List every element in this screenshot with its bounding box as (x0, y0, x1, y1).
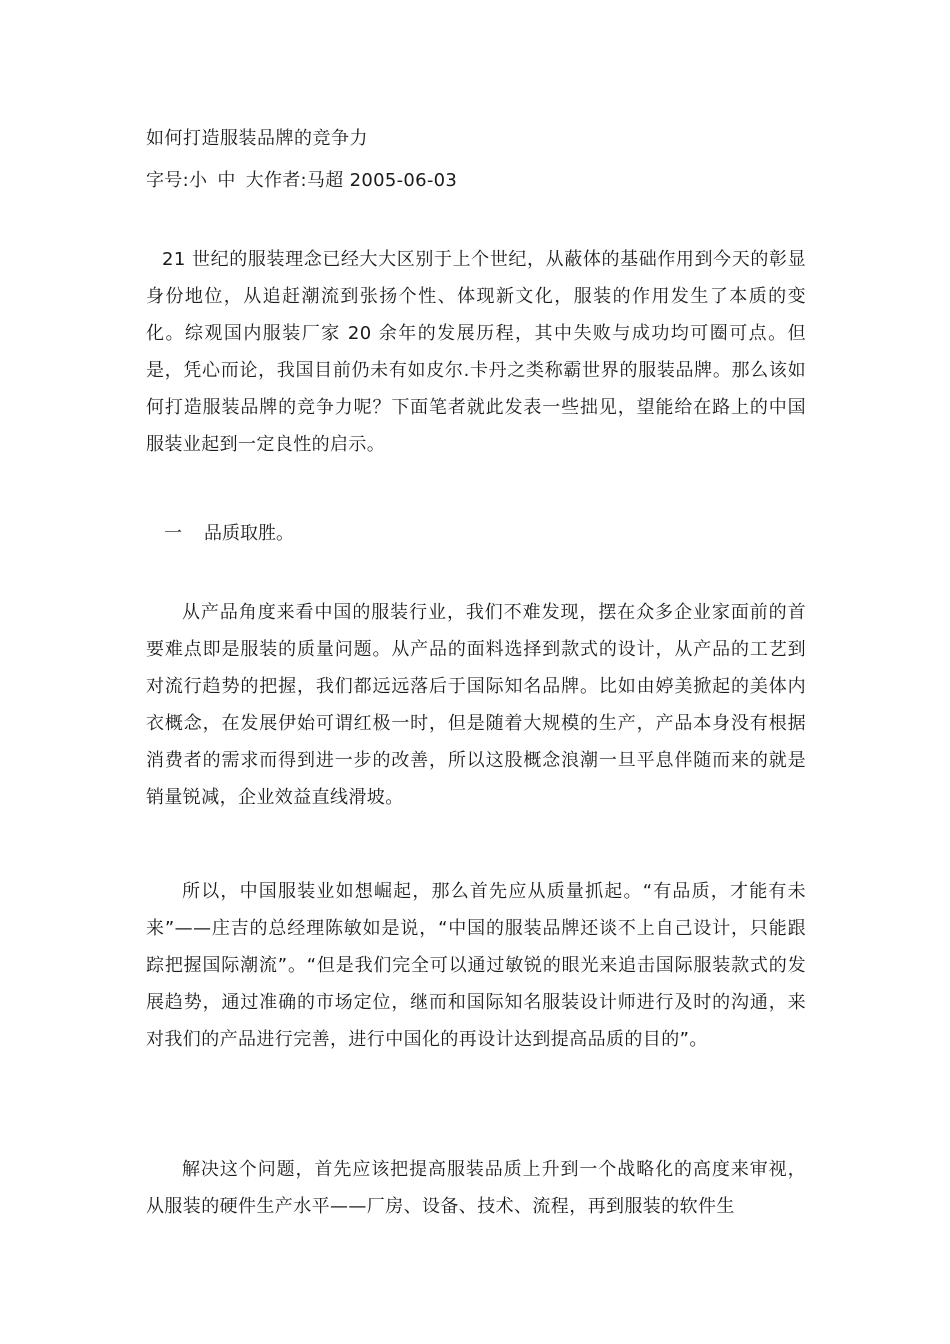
font-size-large-author: 大作者:马超 (245, 170, 344, 191)
paragraph-quote: 所以，中国服装业如想崛起，那么首先应从质量抓起。“有品质，才能有未来”——庄吉的总经理陈敏如是说，“中国的服装品牌还谈不上自己设计，只能跟踪把握国际潮流”。“但是我们完全可以通过敏锐的眼光来追击国际服装款式的发展趋势，通过准确的市场定位，继而和国际知名服装设计师进行及时的沟通，来对我们的产品进行完善，进行中国化的再设计达到提高品质的目的”。 (146, 881, 806, 1050)
font-size-small-link[interactable]: 小 (188, 170, 208, 191)
section-title: 品质取胜。 (204, 523, 294, 544)
article-title: 如何打造服装品牌的竞争力 (146, 128, 368, 149)
paragraph-quality: 从产品角度来看中国的服装行业，我们不难发现，摆在众多企业家面前的首要难点即是服装的质量问题。从产品的面料选择到款式的设计，从产品的工艺到对流行趋势的把握，我们都远远落后于国际知名品牌。比如由婷美掀起的美体内衣概念，在发展伊始可谓红极一时，但是随着大规模的生产，产品本身没有根据消费者的需求而得到进一步的改善，所以这股概念浪潮一旦平息伴随而来的就是销量锐减，企业效益直线滑坡。 (146, 602, 806, 808)
font-size-medium-link[interactable]: 中 (217, 170, 236, 191)
paragraph-solution: 解决这个问题，首先应该把提高服装品质上升到一个战略化的高度来审视，从服装的硬件生产水平——厂房、设备、技术、流程，再到服装的软件生 (146, 1159, 806, 1217)
section-number: 一 (164, 523, 182, 544)
article-meta (146, 166, 461, 196)
section-heading (146, 519, 294, 549)
publish-date: 2005-06-03 (349, 170, 458, 191)
font-size-label: 字号: (146, 170, 189, 191)
paragraph-intro: 21 世纪的服装理念已经大大区别于上个世纪，从蔽体的基础作用到今天的彰显身份地位，从追赶潮流到张扬个性、体现新文化，服装的作用发生了本质的变化。综观国内服装厂家 20 余年的发展历程，其中失败与成功均可圈可点。但是，凭心而论，我国目前仍未有如皮尔.卡丹之类称霸世界的服装品牌。那么该如何打造服装品牌的竞争力呢？下面笔者就此发表一些拙见，望能给在路上的中国服装业起到一定良性的启示。 (146, 249, 806, 455)
